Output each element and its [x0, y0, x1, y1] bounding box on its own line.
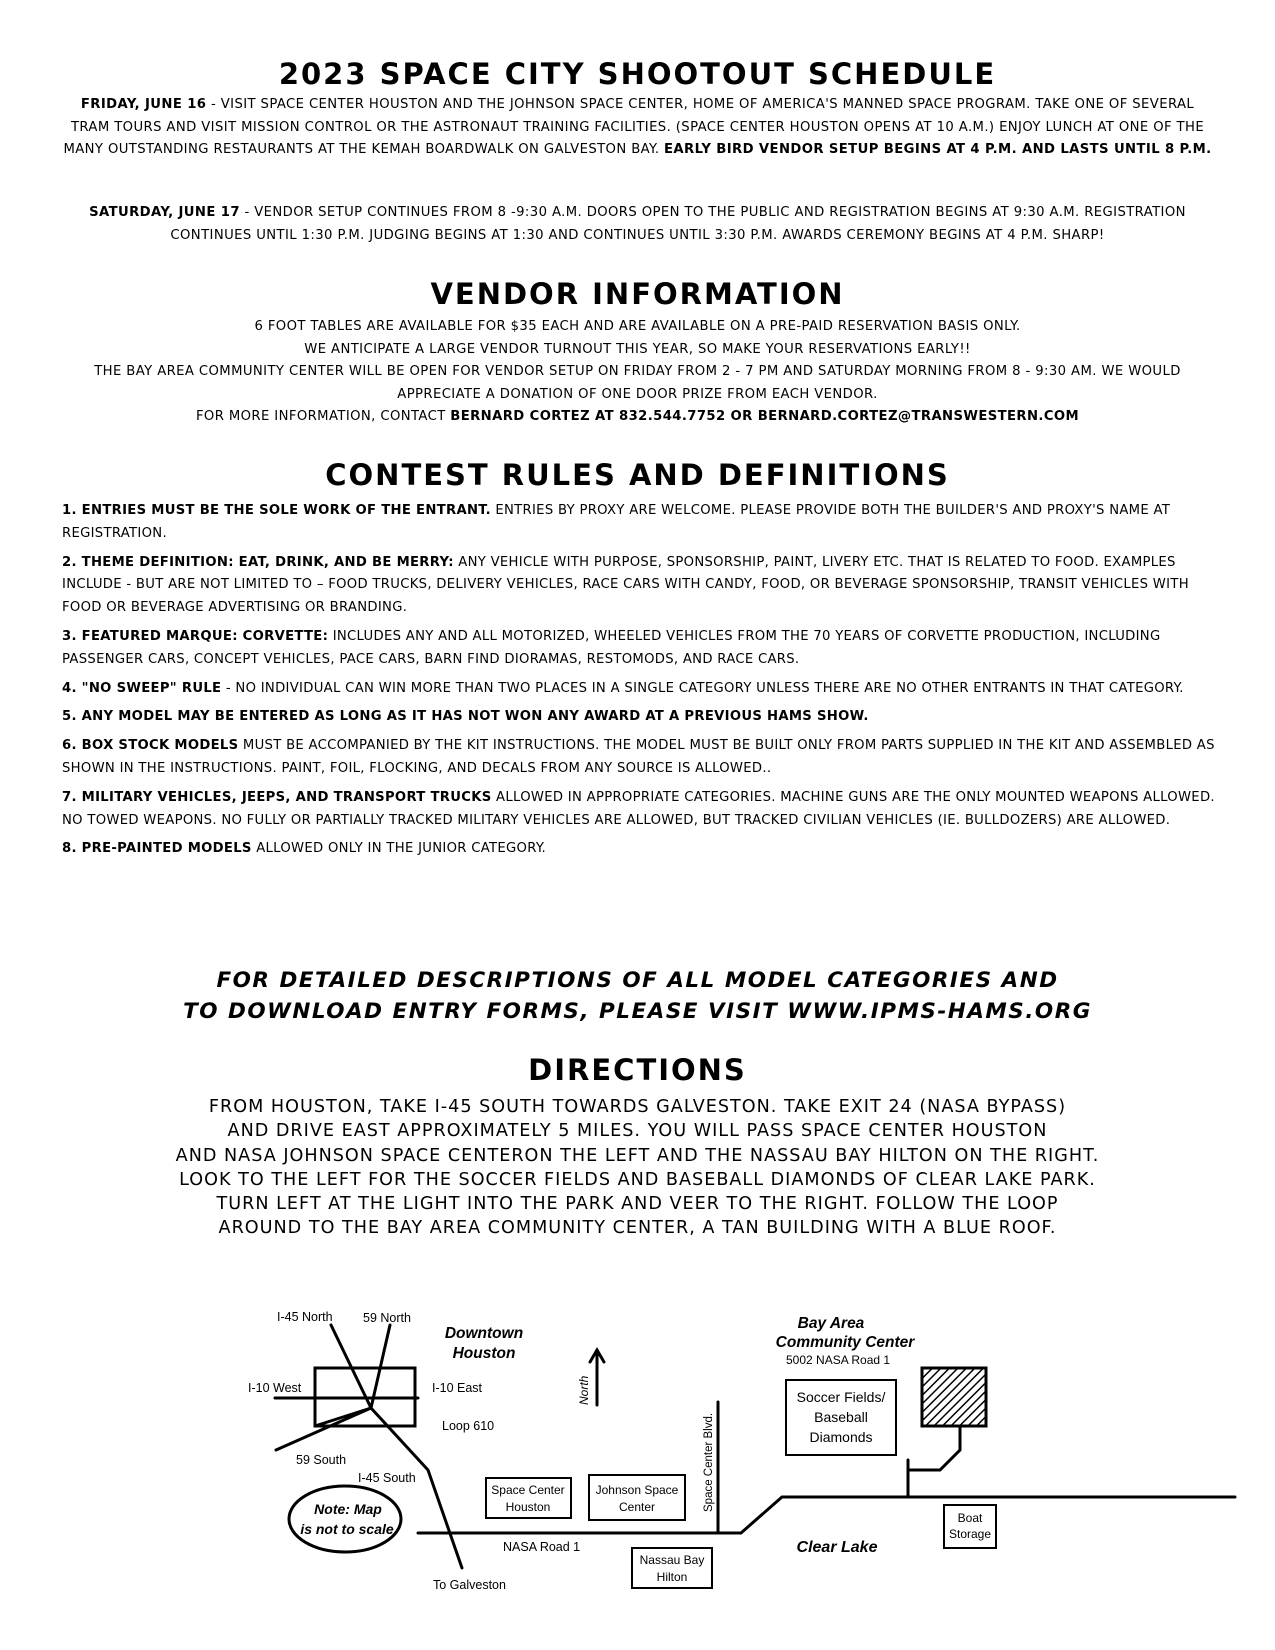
jsc-label-1: Johnson Space [595, 1483, 679, 1497]
clear-lake-label: Clear Lake [796, 1539, 878, 1556]
promo-line-1: FOR DETAILED DESCRIPTIONS OF ALL MODEL CATEGORIES AND [216, 968, 1059, 993]
vendor-line-2: WE ANTICIPATE A LARGE VENDOR TURNOUT THIS YEAR, SO MAKE YOUR RESERVATIONS EARLY!! [304, 341, 971, 357]
rule-text: MUST BE ACCOMPANIED BY THE KIT INSTRUCTIONS. THE MODEL MUST BE BUILT ONLY FROM PARTS SUPPLIED IN THE KIT AND ASSEMBLED AS SHOWN IN THE INSTRUCTIONS. PAINT, FOIL, FLOCKING, AND DECALS FROM ANY SOURCE IS ALLOWED.. [62, 738, 1215, 776]
soccer-label-2: Baseball [814, 1409, 868, 1425]
rules-title: CONTEST RULES AND DEFINITIONS [325, 458, 950, 492]
saturday-text: - VENDOR SETUP CONTINUES FROM 8 -9:30 A.M. DOORS OPEN TO THE PUBLIC AND REGISTRATION BEGINS AT 9:30 A.M. REGISTRATION CONTINUES UNTIL 1:30 P.M. JUDGING BEGINS AT 1:30 AND CONTINUES UNTIL 3:30 P.M. AWARDS CEREMONY BEGINS AT 4 P.M. SHARP! [170, 205, 1186, 243]
rule-text: INCLUDES ANY AND ALL MOTORIZED, WHEELED VEHICLES FROM THE 70 YEARS OF CORVETTE PRODUCTION, INCLUDING PASSENGER CARS, CONCEPT VEHICLES, PACE CARS, BARN FIND DIORAMAS, RESTOMODS, AND RACE CARS. [62, 628, 1161, 667]
vendor-contact-prefix: FOR MORE INFORMATION, CONTACT [195, 409, 451, 424]
bacc-address-label: 5002 NASA Road 1 [786, 1353, 891, 1367]
i10-west-label: I-10 West [248, 1381, 302, 1395]
downtown-label-2: Houston [452, 1345, 516, 1362]
rule-text: ENTRIES BY PROXY ARE WELCOME. PLEASE PROVIDE BOTH THE BUILDER'S AND PROXY'S NAME AT REGISTRATION. [62, 503, 1171, 541]
rule-heading: 4. "NO SWEEP" RULE [62, 680, 222, 696]
rule-heading: 1. ENTRIES MUST BE THE SOLE WORK OF THE ENTRANT. [62, 503, 491, 518]
directions-line: AND DRIVE EAST APPROXIMATELY 5 MILES. YOU WILL PASS SPACE CENTER HOUSTON [227, 1121, 1048, 1142]
rule-heading: 7. MILITARY VEHICLES, JEEPS, AND TRANSPORT TRUCKS [62, 789, 492, 805]
note-label-1: Note: Map [314, 1501, 382, 1517]
directions-line: TURN LEFT AT THE LIGHT INTO THE PARK AND VEER TO THE RIGHT. FOLLOW THE LOOP [216, 1194, 1059, 1215]
map-note-oval [289, 1486, 401, 1552]
vendor-line-1: 6 FOOT TABLES ARE AVAILABLE FOR $35 EACH AND ARE AVAILABLE ON A PRE-PAID RESERVATION BASIS ONLY. [254, 319, 1021, 334]
i10-east-label: I-10 East [432, 1381, 483, 1395]
bacc-building [922, 1368, 986, 1426]
saturday-label: SATURDAY, JUNE 17 [89, 205, 240, 220]
to-galveston-label: To Galveston [433, 1578, 506, 1592]
directions-line: LOOK TO THE LEFT FOR THE SOCCER FIELDS AND BASEBALL DIAMONDS OF CLEAR LAKE PARK. [179, 1169, 1096, 1190]
friday-bold-end: EARLY BIRD VENDOR SETUP BEGINS AT 4 P.M. AND LASTS UNTIL 8 P.M. [664, 142, 1212, 157]
59-north-label: 59 North [363, 1311, 411, 1325]
friday-text: - VISIT SPACE CENTER HOUSTON AND THE JOHNSON SPACE CENTER, HOME OF AMERICA'S MANNED SPACE PROGRAM. TAKE ONE OF SEVERAL TRAM TOURS AND VISIT MISSION CONTROL OR THE ASTRONAUT TRAINING FACILITIES. (SPACE CENTER HOUSTON OPENS AT 10 A.M.) ENJOY LUNCH AT ONE OF THE MANY OUTSTANDING RESTAURANTS AT THE KEMAH BOARDWALK ON GALVESTON BAY. [63, 97, 1205, 157]
59-south-label: 59 South [296, 1453, 347, 1467]
downtown-label-1: Downtown [444, 1325, 524, 1342]
vendor-title: VENDOR INFORMATION [430, 277, 845, 311]
rule-heading: 6. BOX STOCK MODELS [62, 738, 239, 754]
park-loop-road [908, 1428, 960, 1497]
schedule-title: 2023 SPACE CITY SHOOTOUT SCHEDULE [278, 57, 997, 91]
north-label: North [577, 1375, 591, 1405]
rule-heading: 2. THEME DEFINITION: EAT, DRINK, AND BE MERRY: [62, 554, 454, 570]
bacc-label-2: Community Center [775, 1334, 915, 1351]
space-center-blvd-label: Space Center Blvd. [703, 1412, 715, 1512]
nbh-label-2: Hilton [656, 1570, 688, 1584]
soccer-label-1: Soccer Fields/ [796, 1389, 886, 1405]
directions-title: DIRECTIONS [528, 1053, 747, 1087]
vendor-contact-info: BERNARD CORTEZ AT 832.544.7752 OR BERNARD.CORTEZ@TRANSWESTERN.COM [450, 409, 1080, 424]
boat-label-1: Boat [957, 1511, 983, 1525]
nasa-road-label: NASA Road 1 [503, 1540, 581, 1554]
nbh-label-1: Nassau Bay [639, 1553, 705, 1567]
loop-610-label: Loop 610 [442, 1419, 495, 1433]
i45-north-label: I-45 North [277, 1310, 333, 1324]
jsc-label-2: Center [618, 1500, 656, 1514]
bacc-label-1: Bay Area [797, 1315, 865, 1332]
rule-text: ALLOWED ONLY IN THE JUNIOR CATEGORY. [251, 841, 546, 857]
rule-text: ALLOWED IN APPROPRIATE CATEGORIES. MACHINE GUNS ARE THE ONLY MOUNTED WEAPONS ALLOWED. NO TOWED WEAPONS. NO FULLY OR PARTIALLY TRACKED MILITARY VEHICLES ARE ALLOWED, BUT TRACKED CIVILIAN VEHICLES (IE. BULLDOZERS) ARE ALLOWED. [62, 789, 1215, 828]
directions-line: AND NASA JOHNSON SPACE CENTERON THE LEFT AND THE NASSAU BAY HILTON ON THE RIGHT. [175, 1145, 1100, 1166]
note-label-2: is not to scale [300, 1521, 394, 1537]
rule-text: - NO INDIVIDUAL CAN WIN MORE THAN TWO PLACES IN A SINGLE CATEGORY UNLESS THERE ARE NO OTHER ENTRANTS IN THAT CATEGORY. [221, 680, 1184, 696]
vendor-line-3: THE BAY AREA COMMUNITY CENTER WILL BE OPEN FOR VENDOR SETUP ON FRIDAY FROM 2 - 7 PM AND SATURDAY MORNING FROM 8 - 9:30 AM. WE WOULD APPRECIATE A DONATION OF ONE DOOR PRIZE FROM EACH VENDOR. [94, 364, 1181, 402]
directions-line: AROUND TO THE BAY AREA COMMUNITY CENTER, A TAN BUILDING WITH A BLUE ROOF. [218, 1218, 1057, 1239]
sch-label-1: Space Center [491, 1483, 565, 1497]
boat-label-2: Storage [948, 1527, 992, 1541]
rule-heading: 3. FEATURED MARQUE: CORVETTE: [62, 628, 329, 644]
promo-line-2: TO DOWNLOAD ENTRY FORMS, PLEASE VISIT WWW.IPMS-HAMS.ORG [183, 999, 1092, 1024]
sch-label-2: Houston [505, 1500, 551, 1514]
us59-road-south [276, 1408, 371, 1450]
rule-heading: 5. ANY MODEL MAY BE ENTERED AS LONG AS IT HAS NOT WON ANY AWARD AT A PREVIOUS HAMS SHOW. [62, 709, 869, 725]
friday-label: FRIDAY, JUNE 16 [80, 97, 207, 112]
directions-line: FROM HOUSTON, TAKE I-45 SOUTH TOWARDS GALVESTON. TAKE EXIT 24 (NASA BYPASS) [208, 1097, 1067, 1117]
rule-heading: 8. PRE-PAINTED MODELS [62, 841, 252, 857]
soccer-label-3: Diamonds [809, 1429, 873, 1445]
rule-text: ANY VEHICLE WITH PURPOSE, SPONSORSHIP, PAINT, LIVERY ETC. THAT IS RELATED TO FOOD. EXAMPLES INCLUDE - BUT ARE NOT LIMITED TO – FOOD TRUCKS, DELIVERY VEHICLES, RACE CARS WITH CANDY, FOOD, OR BEVERAGE SPONSORSHIP, TRANSIT VEHICLES WITH FOOD OR BEVERAGE ADVERTISING OR BRANDING. [62, 554, 1189, 616]
i45-south-label: I-45 South [358, 1471, 416, 1485]
loop-diagonal-road [315, 1408, 371, 1426]
